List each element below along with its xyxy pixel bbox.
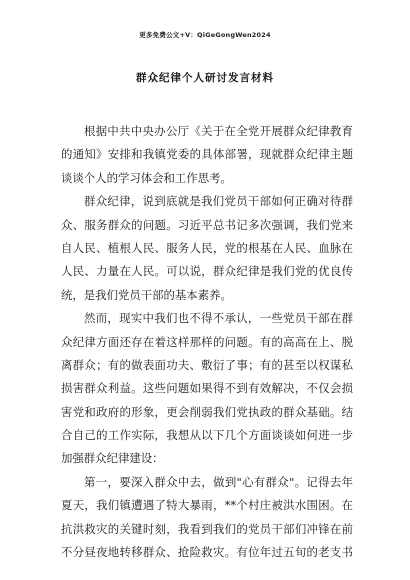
text-line: 害党和政府的形象，更会削弱我们党执政的群众基础。结 [61,404,353,419]
text-line: 然而，现实中我们也不得不承认，一些党员干部在群 [84,311,353,326]
text-line: 加强群众纪律建设： [61,451,164,466]
paragraph [61,120,353,190]
text-line: 不分昼夜地转移群众、抢险救灾。有位年过五旬的老支书 [61,545,353,560]
text-line: 根据中共中央办公厅《关于在全党开展群众纪律教育 [84,124,353,138]
document-title: 群众纪律个人研讨发言材料 [136,72,274,84]
text-line: 的通知》安排和我镇党委的具体部署，现就群众纪律主题 [61,147,353,162]
text-line: 合自己的工作实际，我想从以下几个方面谈谈如何进一步 [61,428,353,443]
document-body [61,120,353,564]
paragraph [61,471,353,565]
text-line: 人民、力量在人民。可以说，群众纪律是我们党的优良传 [61,264,353,279]
text-line: 损害群众利益。这些问题如果得不到有效解决，不仅会损 [61,381,353,396]
text-line: 抗洪救灾的关键时刻，我看到我们的党员干部们冲锋在前 [61,521,353,536]
header-note: 更多免费公文+V：QiGeGongWen2024 [139,31,271,39]
paragraph [61,307,353,471]
text-line: 夏天，我们镇遭遇了特大暴雨，**个村庄被洪水围困。在 [61,498,353,513]
text-line: 统，是我们党员干部的基本素养。 [61,287,232,302]
text-line: 众纪律方面还存在着这样那样的问题。有的高高在上、脱 [61,334,353,349]
text-line: 谈谈个人的学习体会和工作思考。 [61,170,232,185]
text-line: 第一，要深入群众中去，做到"心有群众"。记得去年 [84,474,353,489]
text-line: 自人民、植根人民、服务人民，党的根基在人民、血脉在 [61,240,353,255]
paragraph [61,190,353,307]
text-line: 群众纪律，说到底就是我们党员干部如何正确对待群 [84,194,353,209]
text-line: 众、服务群众的问题。习近平总书记多次强调，我们党来 [61,217,353,232]
text-line: 离群众；有的做表面功夫、敷衍了事；有的甚至以权谋私 [61,357,353,372]
